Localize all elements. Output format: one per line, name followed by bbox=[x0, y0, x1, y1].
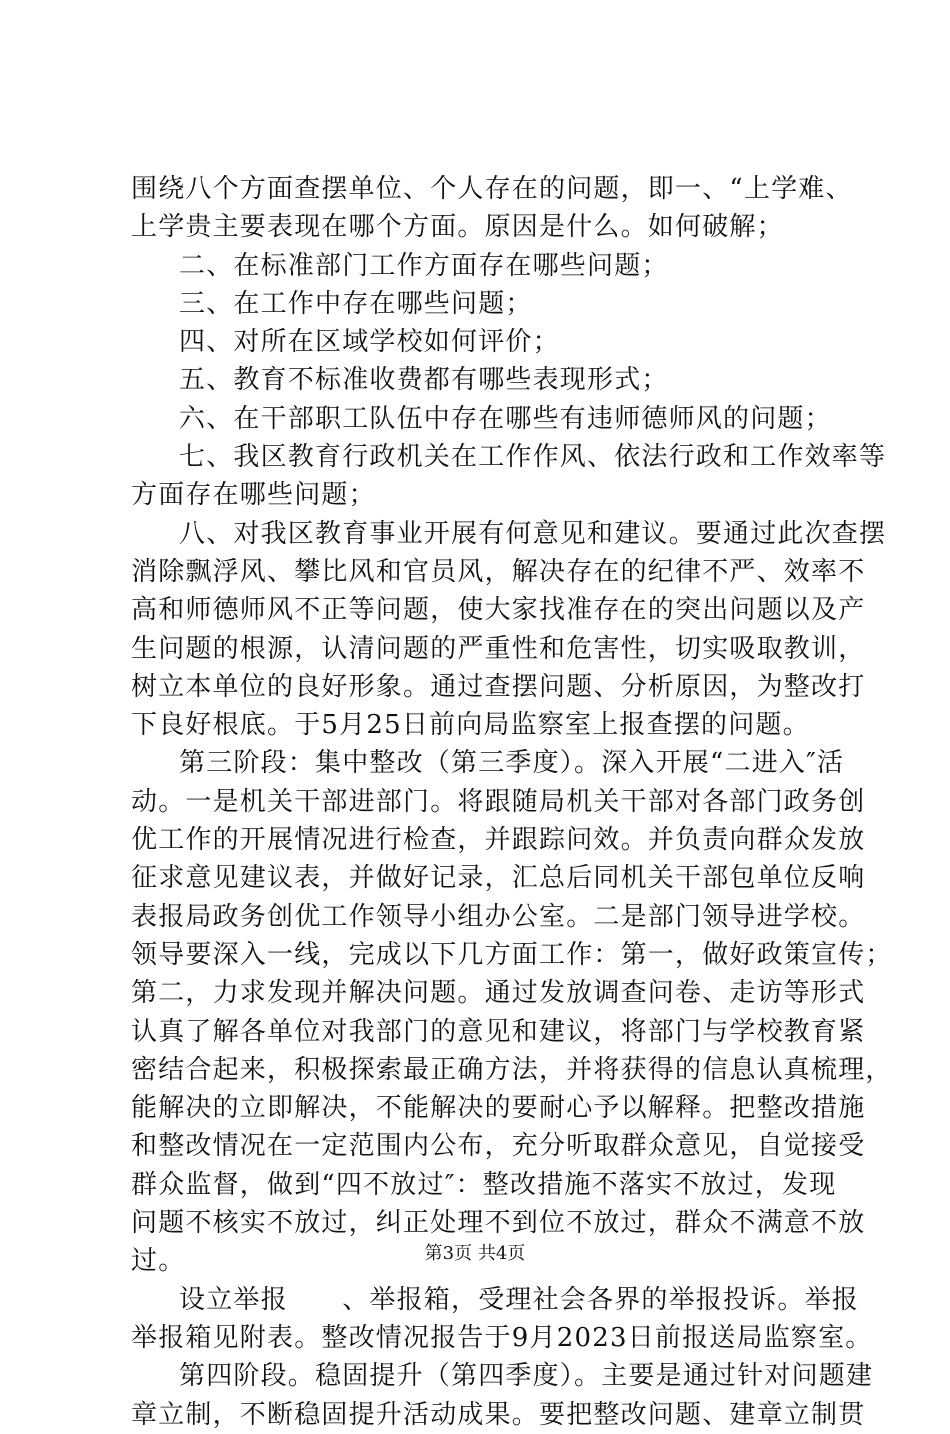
text-line: 和整改情况在一定范围内公布，充分听取群众意见，自觉接受 bbox=[131, 1131, 866, 1162]
text-line: 动。一是机关干部进部门。将跟随局机关干部对各部门政务创 bbox=[131, 786, 866, 817]
text-line: 征求意见建议表，并做好记录，汇总后同机关干部包单位反响 bbox=[131, 863, 866, 894]
text-line: 二、在标准部门工作方面存在哪些问题； bbox=[179, 250, 669, 281]
text-line: 围绕八个方面查摆单位、个人存在的问题，即一、“上学难、 bbox=[131, 174, 853, 204]
text-line: 认真了解各单位对我部门的意见和建议，将部门与学校教育紧 bbox=[131, 1016, 866, 1047]
text-line: 能解决的立即解决，不能解决的要耐心予以解释。把整改措施 bbox=[131, 1093, 866, 1124]
text-line: 六、在干部职工队伍中存在哪些有违师德师风的问题； bbox=[179, 403, 832, 434]
text-line: 四、对所在区域学校如何评价； bbox=[179, 327, 560, 358]
text-line: 问题不核实不放过，纠正处理不到位不放过，群众不满意不放 bbox=[131, 1208, 866, 1239]
page-footer bbox=[0, 1242, 950, 1266]
text-line: 树立本单位的良好形象。通过查摆问题、分析原因，为整改打 bbox=[131, 671, 866, 702]
text-line: 第四阶段。稳固提升（第四季度）。主要是通过针对问题建 bbox=[179, 1361, 874, 1392]
text-line: 生问题的根源，认清问题的严重性和危害性，切实吸取教训， bbox=[131, 633, 866, 664]
text-line: 第三阶段：集中整改（第三季度）。深入开展“二进入″活 bbox=[179, 748, 845, 779]
text-line: 优工作的开展情况进行检查，并跟踪问效。并负责向群众发放 bbox=[131, 825, 866, 856]
text-line: 设立举报 、举报箱，受理社会各界的举报投诉。举报 bbox=[179, 1284, 860, 1315]
text-line: 举报箱见附表。整改情况报告于9月2023日前报送局监察室。 bbox=[131, 1322, 873, 1353]
text-line: 七、我区教育行政机关在工作作风、依法行政和工作效率等 bbox=[179, 442, 887, 473]
text-line: 高和师德师风不正等问题，使大家找准存在的突出问题以及产 bbox=[131, 595, 866, 626]
text-line: 八、对我区教育事业开展有何意见和建议。要通过此次查摆 bbox=[179, 518, 887, 549]
text-line: 群众监督，做到“四不放过″：整改措施不落实不放过，发现 bbox=[131, 1169, 837, 1200]
text-line: 过。 bbox=[131, 1246, 186, 1277]
text-line: 第二，力求发现并解决问题。通过发放调查问卷、走访等形式 bbox=[131, 978, 866, 1009]
text-line: 上学贵主要表现在哪个方面。原因是什么。如何破解； bbox=[131, 212, 784, 243]
text-line: 下良好根底。于5月25日前向局监察室上报查摆的问题。 bbox=[131, 710, 810, 741]
text-line: 消除飘浮风、攀比风和官员风，解决存在的纪律不严、效率不 bbox=[131, 556, 866, 587]
text-line: 章立制，不断稳固提升活动成果。要把整改问题、建章立制贯 bbox=[131, 1399, 866, 1430]
text-line: 方面存在哪些问题； bbox=[131, 480, 376, 511]
text-line: 三、在工作中存在哪些问题； bbox=[179, 288, 533, 319]
text-line: 五、教育不标准收费都有哪些表现形式； bbox=[179, 365, 669, 396]
text-line: 表报局政务创优工作领导小组办公室。二是部门领导进学校。 bbox=[131, 901, 866, 932]
text-line: 密结合起来，积极探索最正确方法，并将获得的信息认真梳理， bbox=[131, 1054, 893, 1085]
text-line: 领导要深入一线，完成以下几方面工作：第一，做好政策宣传； bbox=[131, 939, 893, 970]
page-number: 第3页 共4页 bbox=[424, 1243, 526, 1264]
